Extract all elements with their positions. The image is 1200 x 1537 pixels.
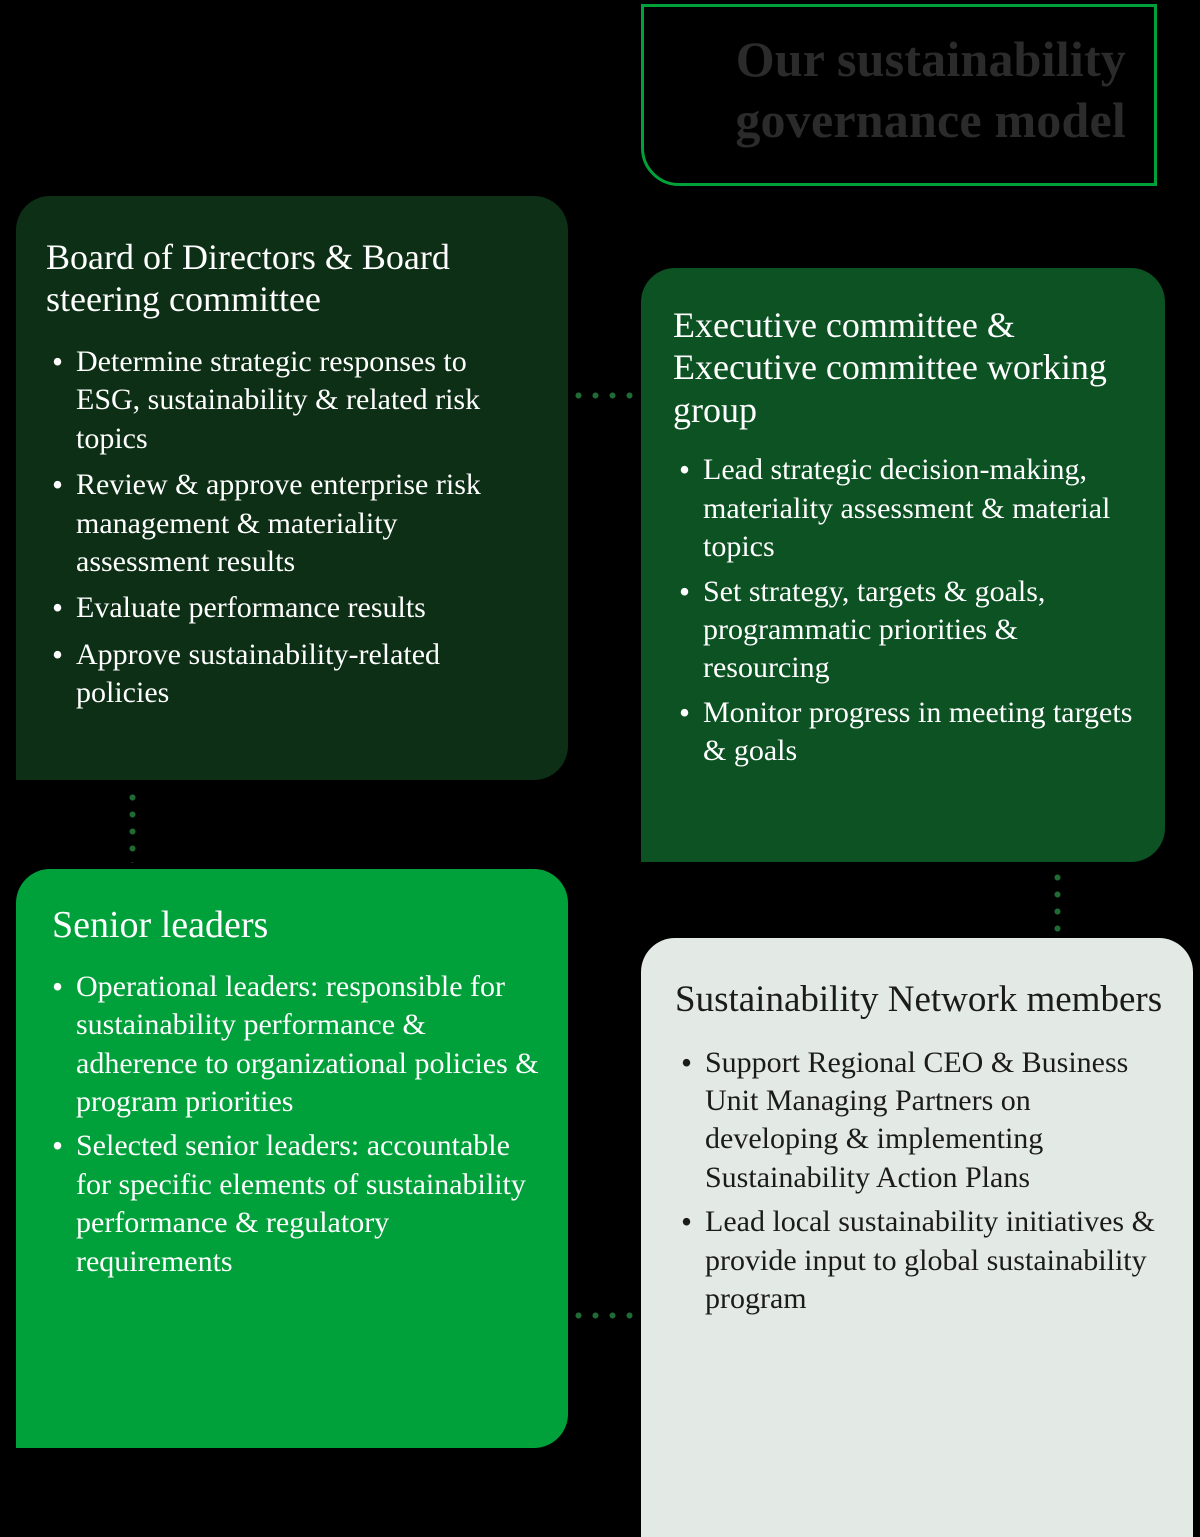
card-bullets-senior	[46, 968, 542, 1281]
list-item: • Support Regional CEO & Business Unit Managing Partners on developing & implementing Sustainability Action Plans	[675, 1044, 1167, 1198]
card-heading-exec: Executive committee & Executive committee working group	[673, 305, 1107, 430]
connector-senior-to-network	[570, 1312, 640, 1319]
card-bullets-exec	[673, 451, 1139, 770]
page-title: Our sustainability governance model	[735, 31, 1126, 148]
list-item: • Monitor progress in meeting targets & goals	[673, 694, 1139, 771]
card-heading-senior: Senior leaders	[52, 904, 269, 946]
card-heading-network: Sustainability Network members	[675, 979, 1163, 1020]
card-heading-board: Board of Directors & Board steering committee	[46, 237, 450, 320]
connector-board-to-exec	[570, 392, 640, 399]
list-item: • Review & approve enterprise risk management & materiality assessment results	[46, 466, 538, 581]
card-executive-committee	[641, 268, 1165, 862]
connector-board-to-senior	[129, 789, 136, 863]
card-bullets-network	[675, 1044, 1167, 1319]
list-item: • Selected senior leaders: accountable for specific elements of sustainability performance & regulatory requirements	[46, 1127, 542, 1281]
card-bullets-board	[46, 343, 538, 713]
card-sustainability-network	[641, 938, 1193, 1537]
card-senior-leaders	[16, 869, 568, 1448]
list-item: • Set strategy, targets & goals, programmatic priorities & resourcing	[673, 573, 1139, 688]
list-item: • Operational leaders: responsible for sustainability performance & adherence to organizational policies & program priorities	[46, 968, 542, 1122]
list-item: • Lead local sustainability initiatives & provide input to global sustainability program	[675, 1203, 1167, 1318]
connector-exec-to-network	[1054, 869, 1061, 933]
card-board-of-directors	[16, 196, 568, 780]
list-item: • Evaluate performance results	[46, 589, 538, 627]
list-item: • Approve sustainability-related policies	[46, 636, 538, 713]
title-badge	[641, 4, 1157, 186]
list-item: • Lead strategic decision-making, materiality assessment & material topics	[673, 451, 1139, 566]
list-item: • Determine strategic responses to ESG, sustainability & related risk topics	[46, 343, 538, 458]
